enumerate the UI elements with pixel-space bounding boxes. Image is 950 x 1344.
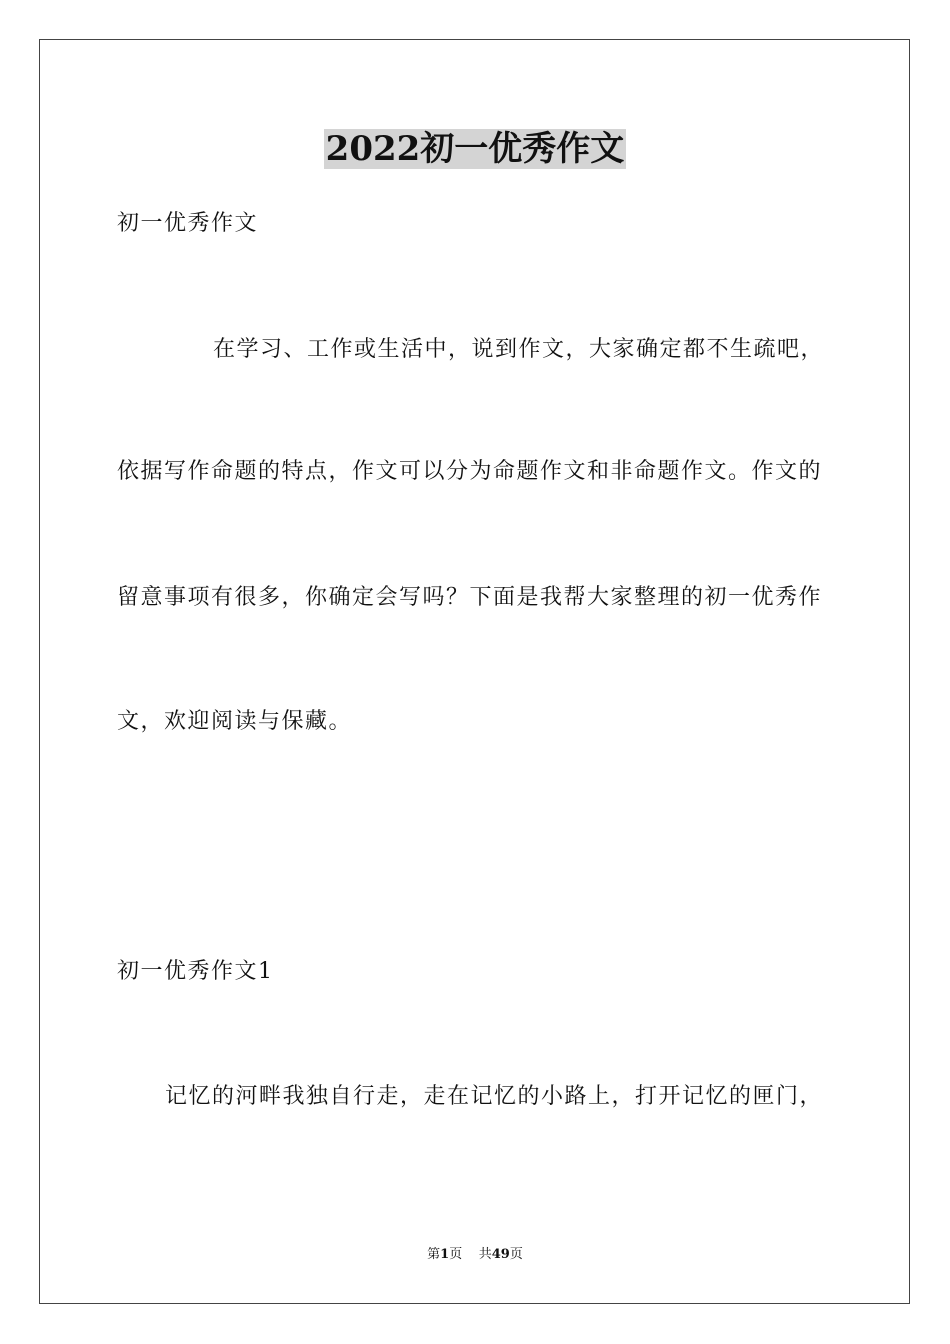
footer-page-number: 1 xyxy=(440,1247,450,1262)
intro-line-3: 留意事项有很多，你确定会写吗？下面是我帮大家整理的初一优秀作 xyxy=(117,585,823,610)
section-line-1: 记忆的河畔我独自行走，走在记忆的小路上，打开记忆的匣门， xyxy=(165,1084,824,1109)
document-title-text: 2022初一优秀作文 xyxy=(325,129,625,169)
intro-line-1: 在学习、工作或生活中，说到作文，大家确定都不生疏吧， xyxy=(213,337,825,362)
footer-page-prefix: 第 xyxy=(427,1247,441,1262)
footer-page-suffix: 页 xyxy=(449,1247,463,1262)
section-heading: 初一优秀作文1 xyxy=(117,959,274,984)
document-subtitle: 初一优秀作文 xyxy=(117,211,259,236)
footer-total-prefix: 共 xyxy=(478,1247,492,1262)
intro-line-2: 依据写作命题的特点，作文可以分为命题作文和非命题作文。作文的 xyxy=(117,459,823,484)
footer-total-suffix: 页 xyxy=(509,1247,523,1262)
document-title xyxy=(0,127,950,171)
footer-total-pages: 49 xyxy=(491,1247,510,1262)
page-footer xyxy=(0,1246,950,1264)
intro-line-4: 文，欢迎阅读与保藏。 xyxy=(117,709,353,734)
